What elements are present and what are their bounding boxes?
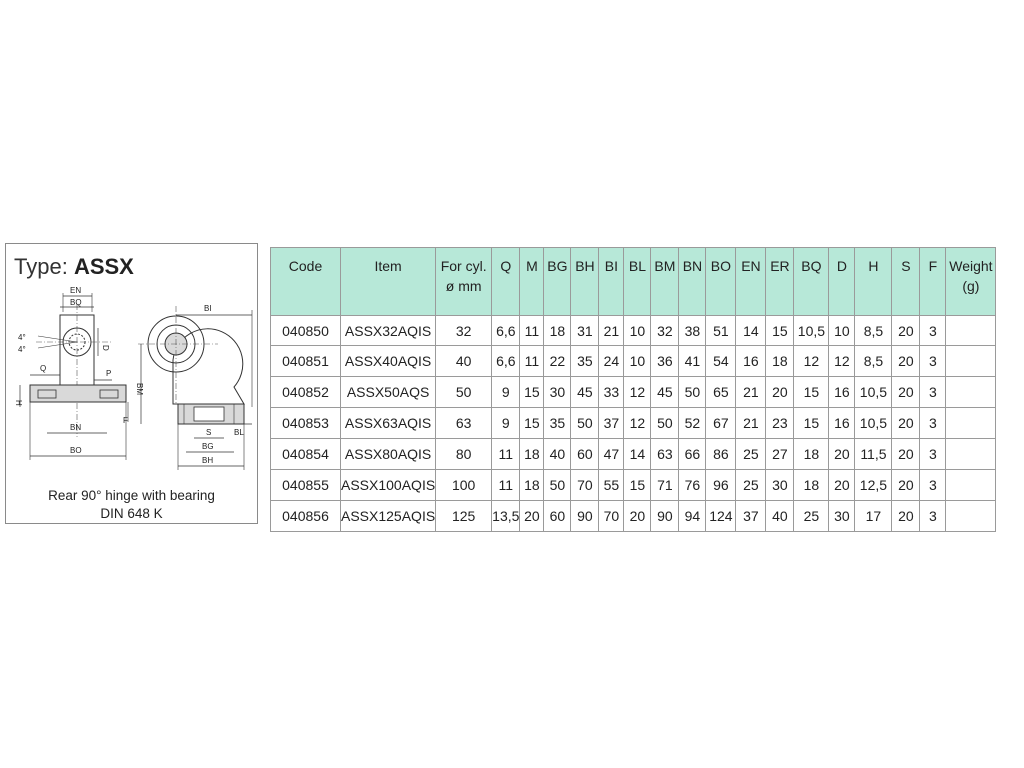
table-cell: 3	[920, 408, 946, 439]
column-header	[736, 248, 766, 316]
table-cell: 45	[571, 377, 599, 408]
table-cell: 67	[706, 408, 736, 439]
table-cell: 70	[571, 470, 599, 501]
column-header	[520, 248, 544, 316]
table-cell: 15	[794, 408, 829, 439]
table-cell: 10	[624, 346, 651, 377]
label-angle-2: 4°	[18, 345, 26, 354]
table-cell: ASSX63AQIS	[341, 408, 436, 439]
column-header-label: EN	[741, 258, 761, 274]
table-cell	[946, 439, 996, 470]
column-header	[892, 248, 920, 316]
label-f: F	[123, 416, 128, 425]
table-cell: 25	[794, 501, 829, 532]
column-header	[651, 248, 679, 316]
label-bq: BQ	[70, 298, 82, 307]
table-cell: 32	[436, 316, 492, 346]
label-bh: BH	[202, 456, 214, 465]
table-cell: 76	[679, 470, 706, 501]
table-cell: 16	[736, 346, 766, 377]
column-header-label: BN	[682, 258, 703, 274]
label-h: H	[14, 400, 23, 406]
table-cell: 11	[492, 470, 520, 501]
column-header-label: H	[868, 258, 879, 274]
table-cell: 12,5	[855, 470, 892, 501]
table-cell: 124	[706, 501, 736, 532]
label-bi: BI	[204, 304, 212, 313]
table-cell: 10	[624, 316, 651, 346]
table-cell	[946, 470, 996, 501]
table-cell: 21	[599, 316, 624, 346]
table-cell: 20	[892, 377, 920, 408]
table-cell: 9	[492, 377, 520, 408]
table-cell: 96	[706, 470, 736, 501]
table-cell: 90	[651, 501, 679, 532]
column-header-label: Weight	[949, 258, 993, 274]
column-header-label: For cyl.	[440, 258, 487, 274]
table-cell: 20	[829, 470, 855, 501]
table-cell: ASSX100AQIS	[341, 470, 436, 501]
table-cell: 36	[651, 346, 679, 377]
table-cell: 8,5	[855, 316, 892, 346]
column-header-label: Q	[500, 258, 512, 274]
table-cell: ASSX80AQIS	[341, 439, 436, 470]
table-cell: 20	[892, 501, 920, 532]
table-cell: 3	[920, 501, 946, 532]
table-cell: 50	[436, 377, 492, 408]
label-q: Q	[40, 364, 47, 373]
column-header	[492, 248, 520, 316]
table-cell: 35	[544, 408, 571, 439]
column-header	[766, 248, 794, 316]
table-cell: 55	[599, 470, 624, 501]
column-header	[571, 248, 599, 316]
table-cell: 94	[679, 501, 706, 532]
column-header-label: BQ	[801, 258, 822, 274]
column-header-label: BI	[604, 258, 619, 274]
table-cell: 30	[766, 470, 794, 501]
table-cell: 25	[736, 470, 766, 501]
table-cell: 50	[679, 377, 706, 408]
column-header	[920, 248, 946, 316]
column-header	[829, 248, 855, 316]
table-cell: 23	[766, 408, 794, 439]
table-cell: 22	[544, 346, 571, 377]
table-cell: 71	[651, 470, 679, 501]
column-header-label: BL	[628, 258, 646, 274]
table-cell: 38	[679, 316, 706, 346]
table-cell: 30	[829, 501, 855, 532]
caption-line-1: Rear 90° hinge with bearing	[48, 488, 215, 503]
table-cell: 24	[599, 346, 624, 377]
column-header-label: BH	[575, 258, 595, 274]
table-cell: 18	[520, 439, 544, 470]
table-cell: 15	[520, 377, 544, 408]
table-cell: 20	[892, 316, 920, 346]
column-header	[706, 248, 736, 316]
table-cell: 125	[436, 501, 492, 532]
table-cell: 11	[520, 316, 544, 346]
table-cell: 18	[794, 470, 829, 501]
table-cell	[946, 408, 996, 439]
table-cell: 35	[571, 346, 599, 377]
column-header	[599, 248, 624, 316]
table-cell: 50	[651, 408, 679, 439]
label-bn: BN	[70, 423, 82, 432]
table-cell: 13,5	[492, 501, 520, 532]
table-cell: 37	[736, 501, 766, 532]
type-label: Type:	[14, 254, 68, 279]
table-cell: 30	[544, 377, 571, 408]
table-cell: 040855	[271, 470, 341, 501]
table-cell: 3	[920, 346, 946, 377]
table-cell: 20	[892, 439, 920, 470]
table-cell: 040851	[271, 346, 341, 377]
table-cell: 040854	[271, 439, 341, 470]
table-header-row	[271, 248, 996, 316]
table-body	[271, 316, 996, 532]
column-header-label: M	[526, 258, 538, 274]
table-cell: 10	[829, 316, 855, 346]
table-cell: 63	[651, 439, 679, 470]
table-cell: 20	[766, 377, 794, 408]
table-cell: 21	[736, 377, 766, 408]
table-row	[271, 346, 996, 377]
table-cell	[946, 346, 996, 377]
label-bm: BM	[135, 383, 144, 395]
table-cell: 3	[920, 470, 946, 501]
product-type-title	[14, 254, 134, 280]
table-cell: 65	[706, 377, 736, 408]
table-cell: 31	[571, 316, 599, 346]
specification-table	[270, 247, 996, 532]
column-header	[341, 248, 436, 316]
table-cell	[946, 316, 996, 346]
table-cell: 60	[544, 501, 571, 532]
table-cell: 040856	[271, 501, 341, 532]
table-cell: 40	[766, 501, 794, 532]
table-cell: 47	[599, 439, 624, 470]
technical-drawing	[8, 282, 256, 487]
table-cell: 21	[736, 408, 766, 439]
table-cell: 12	[624, 377, 651, 408]
table-row	[271, 377, 996, 408]
label-angle-1: 4°	[18, 333, 26, 342]
table-cell: 6,6	[492, 316, 520, 346]
label-p: P	[106, 369, 112, 378]
table-cell: 16	[829, 377, 855, 408]
table-cell: 37	[599, 408, 624, 439]
table-cell: 12	[794, 346, 829, 377]
table-cell: 90	[571, 501, 599, 532]
column-header-label: BO	[710, 258, 732, 274]
table-cell: 18	[520, 470, 544, 501]
column-header	[624, 248, 651, 316]
table-row	[271, 316, 996, 346]
table-cell	[946, 501, 996, 532]
table-cell: 18	[794, 439, 829, 470]
column-header	[544, 248, 571, 316]
column-header-label: F	[928, 258, 938, 274]
column-header	[946, 248, 996, 316]
table-cell: 040853	[271, 408, 341, 439]
table-cell: 11	[492, 439, 520, 470]
table-cell: 100	[436, 470, 492, 501]
label-bg: BG	[202, 442, 214, 451]
table-cell: 3	[920, 316, 946, 346]
table-cell: 11,5	[855, 439, 892, 470]
table-cell: 10,5	[855, 408, 892, 439]
table-cell: 80	[436, 439, 492, 470]
column-header-label: Item	[374, 258, 402, 274]
table-cell: 50	[571, 408, 599, 439]
table-row	[271, 501, 996, 532]
column-header	[794, 248, 829, 316]
label-s: S	[206, 428, 212, 437]
table-cell: 15	[520, 408, 544, 439]
table-cell: 70	[599, 501, 624, 532]
table-cell: 41	[679, 346, 706, 377]
table-cell: 15	[624, 470, 651, 501]
table-cell: 66	[679, 439, 706, 470]
table-cell: 20	[892, 346, 920, 377]
table-cell: 12	[624, 408, 651, 439]
table-cell: 60	[571, 439, 599, 470]
table-cell: 51	[706, 316, 736, 346]
column-header	[855, 248, 892, 316]
table-cell: 40	[436, 346, 492, 377]
table-cell: 3	[920, 377, 946, 408]
column-header-unit: ø mm	[445, 278, 482, 294]
table-cell: 10,5	[794, 316, 829, 346]
label-en: EN	[70, 286, 82, 295]
column-header	[436, 248, 492, 316]
table-cell: 12	[829, 346, 855, 377]
table-cell: 9	[492, 408, 520, 439]
label-d: D	[101, 345, 110, 351]
table-cell: 63	[436, 408, 492, 439]
table-cell: 45	[651, 377, 679, 408]
table-cell: 54	[706, 346, 736, 377]
table-cell: 15	[766, 316, 794, 346]
column-header-unit: (g)	[962, 278, 980, 294]
table-cell: 6,6	[492, 346, 520, 377]
column-header	[271, 248, 341, 316]
table-cell: ASSX40AQIS	[341, 346, 436, 377]
table-row	[271, 470, 996, 501]
table-cell: 17	[855, 501, 892, 532]
table-cell: 15	[794, 377, 829, 408]
table-cell: 20	[892, 408, 920, 439]
column-header-label: ER	[770, 258, 790, 274]
table-cell: 14	[624, 439, 651, 470]
table-cell: 27	[766, 439, 794, 470]
table-cell: 25	[736, 439, 766, 470]
table-cell: 20	[520, 501, 544, 532]
table-cell: 20	[829, 439, 855, 470]
product-card	[5, 243, 258, 524]
table-cell: 11	[520, 346, 544, 377]
table-cell	[946, 377, 996, 408]
table-cell: 040852	[271, 377, 341, 408]
column-header-label: S	[901, 258, 911, 274]
column-header	[679, 248, 706, 316]
table-cell: 20	[892, 470, 920, 501]
table-cell: 32	[651, 316, 679, 346]
table-cell: ASSX125AQIS	[341, 501, 436, 532]
label-bo: BO	[70, 446, 82, 455]
column-header-label: BM	[654, 258, 676, 274]
table-cell: 16	[829, 408, 855, 439]
table-cell: ASSX50AQS	[341, 377, 436, 408]
table-cell: 52	[679, 408, 706, 439]
table-cell: 040850	[271, 316, 341, 346]
table-cell: 20	[624, 501, 651, 532]
table-cell: 18	[544, 316, 571, 346]
table-cell: 18	[766, 346, 794, 377]
table-cell: 3	[920, 439, 946, 470]
column-header-label: D	[836, 258, 847, 274]
table-cell: 40	[544, 439, 571, 470]
label-bl: BL	[234, 428, 244, 437]
table-cell: 10,5	[855, 377, 892, 408]
column-header-label: Code	[288, 258, 323, 274]
table-cell: 8,5	[855, 346, 892, 377]
table-cell: ASSX32AQIS	[341, 316, 436, 346]
column-header-label: BG	[547, 258, 568, 274]
type-name: ASSX	[73, 254, 134, 279]
table-row	[271, 408, 996, 439]
table-cell: 50	[544, 470, 571, 501]
table-cell: 14	[736, 316, 766, 346]
caption-line-2: DIN 648 K	[100, 506, 163, 521]
table-cell: 86	[706, 439, 736, 470]
table-cell: 33	[599, 377, 624, 408]
table-row	[271, 439, 996, 470]
